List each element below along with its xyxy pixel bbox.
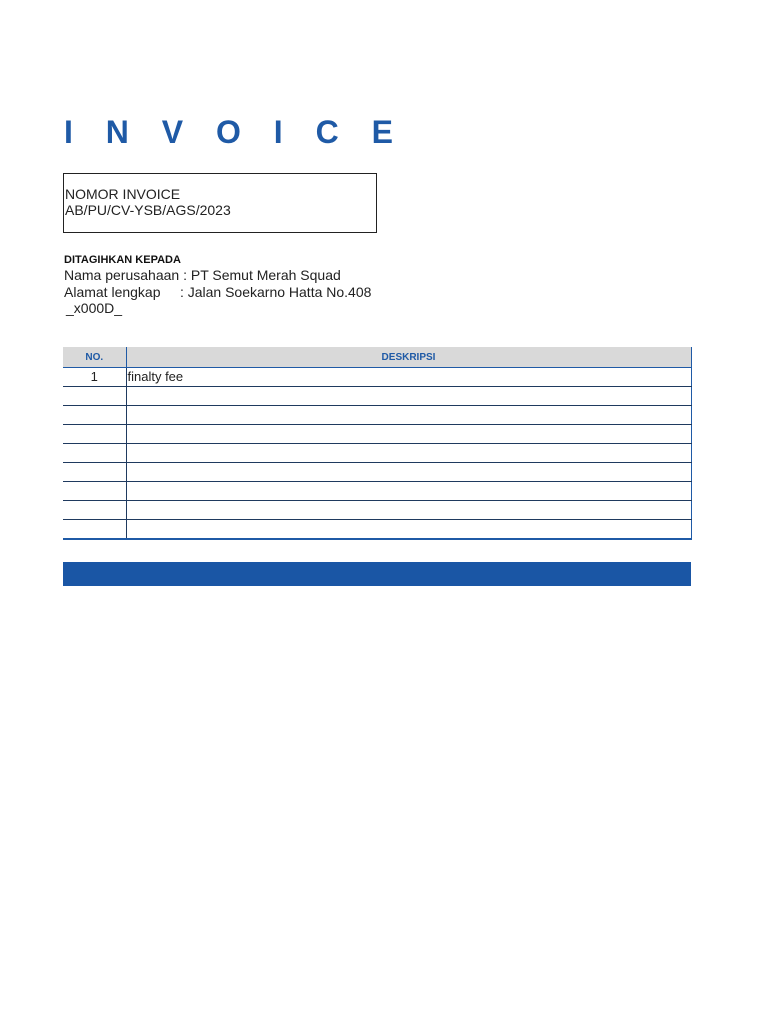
invoice-title: I N V O I C E [64, 114, 405, 150]
table-row [63, 463, 691, 482]
footer-bar [63, 562, 691, 586]
row-number-cell [63, 482, 126, 501]
bill-to-extra: _x000D_ [66, 300, 123, 316]
table-row [63, 406, 691, 425]
row-number-cell [63, 425, 126, 444]
bill-to-heading: DITAGIHKAN KEPADA [64, 254, 181, 266]
row-description-cell [126, 444, 691, 463]
row-description-cell [126, 387, 691, 406]
table-row [63, 368, 691, 387]
row-description-cell [126, 406, 691, 425]
table-row [63, 387, 691, 406]
bill-to-company: Nama perusahaan : PT Semut Merah Squad [64, 267, 341, 283]
row-description-cell [126, 482, 691, 501]
table-body [63, 368, 691, 540]
row-description-cell: finalty fee [126, 368, 691, 387]
table-row [63, 520, 691, 540]
row-number-cell [63, 520, 126, 540]
row-number-cell [63, 406, 126, 425]
invoice-number-value: AB/PU/CV-YSB/AGS/2023 [65, 202, 231, 218]
row-number-cell [63, 387, 126, 406]
row-number-cell [63, 444, 126, 463]
column-header-no: NO. [63, 347, 126, 368]
line-items-table [63, 347, 692, 540]
row-number-cell: 1 [63, 368, 126, 387]
invoice-number-label: NOMOR INVOICE [65, 186, 181, 202]
table-row [63, 501, 691, 520]
table-row [63, 482, 691, 501]
invoice-number-box [63, 173, 377, 233]
row-number-cell [63, 463, 126, 482]
table-header-row [63, 347, 691, 368]
row-description-cell [126, 425, 691, 444]
column-header-description: DESKRIPSI [126, 347, 691, 368]
row-description-cell [126, 501, 691, 520]
row-description-cell [126, 520, 691, 540]
table-row [63, 425, 691, 444]
table-row [63, 444, 691, 463]
row-number-cell [63, 501, 126, 520]
bill-to-address: Alamat lengkap : Jalan Soekarno Hatta No.408 [64, 284, 372, 300]
row-description-cell [126, 463, 691, 482]
